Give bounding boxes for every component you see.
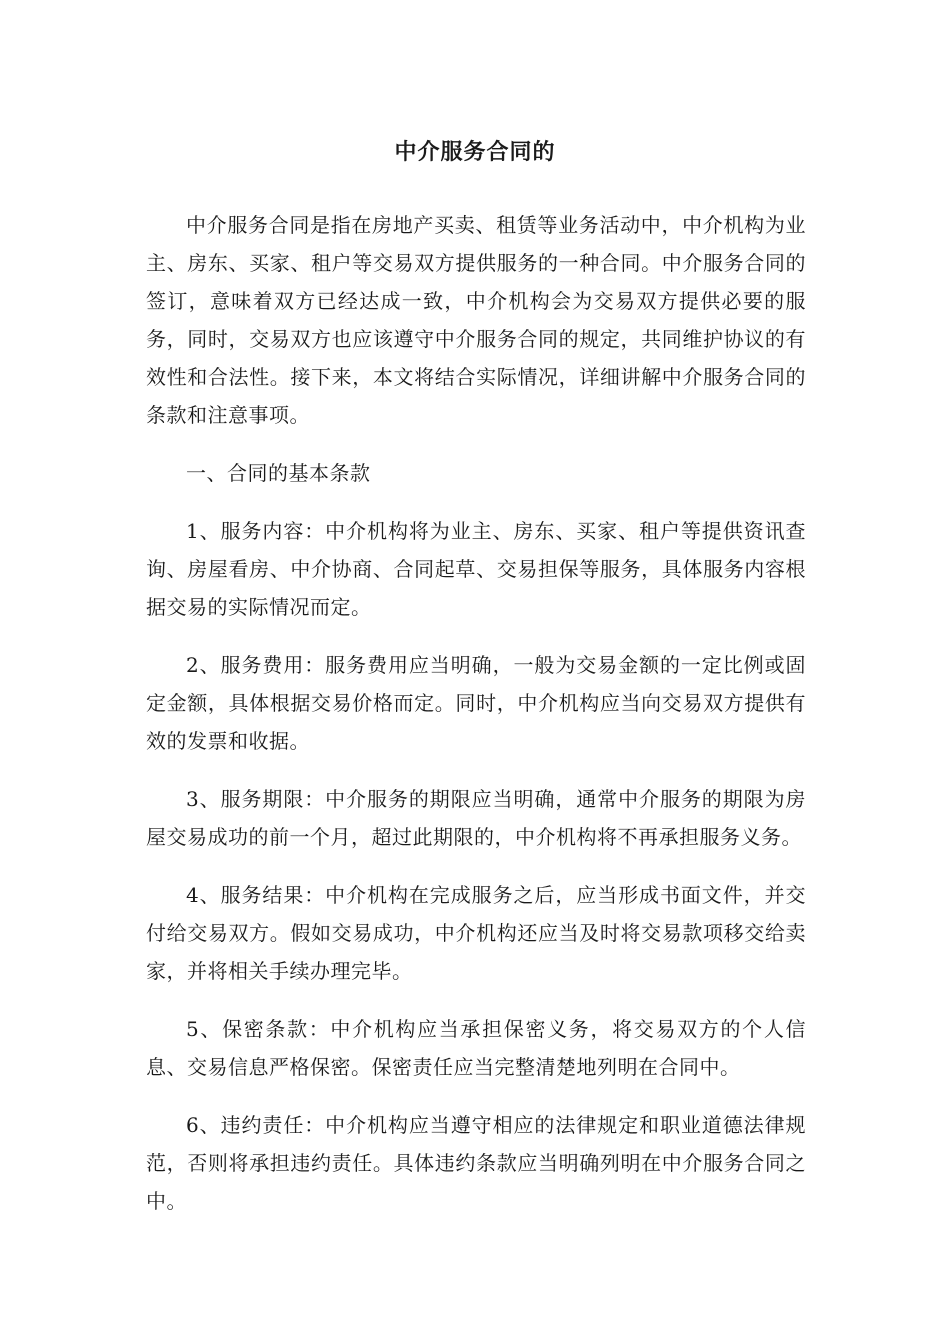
intro-paragraph: 中介服务合同是指在房地产买卖、租赁等业务活动中，中介机构为业主、房东、买家、租户等交易双方提供服务的一种合同。中介服务合同的签订，意味着双方已经达成一致，中介机构会为交易双方提供必要的服务，同时，交易双方也应该遵守中介服务合同的规定，共同维护协议的有效性和合法性。接下来，本文将结合实际情况，详细讲解中介服务合同的条款和注意事项。 <box>146 213 806 427</box>
document-body <box>146 206 806 1240</box>
clause-paragraph: 3、服务期限：中介服务的期限应当明确，通常中介服务的期限为房屋交易成功的前一个月，超过此期限的，中介机构将不再承担服务义务。 <box>146 787 806 849</box>
clause-paragraph: 4、服务结果：中介机构在完成服务之后，应当形成书面文件，并交付给交易双方。假如交易成功，中介机构还应当及时将交易款项移交给卖家，并将相关手续办理完毕。 <box>146 883 806 983</box>
document-title: 中介服务合同的 <box>394 140 556 165</box>
clause-paragraph: 6、违约责任：中介机构应当遵守相应的法律规定和职业道德法律规范，否则将承担违约责任。具体违约条款应当明确列明在中介服务合同之中。 <box>146 1113 806 1213</box>
clause-paragraph: 2、服务费用：服务费用应当明确，一般为交易金额的一定比例或固定金额，具体根据交易价格而定。同时，中介机构应当向交易双方提供有效的发票和收据。 <box>146 653 806 753</box>
clause-paragraph: 1、服务内容：中介机构将为业主、房东、买家、租户等提供资讯查询、房屋看房、中介协商、合同起草、交易担保等服务，具体服务内容根据交易的实际情况而定。 <box>146 519 806 619</box>
section-heading: 一、合同的基本条款 <box>186 461 371 485</box>
clause-paragraph: 5、保密条款：中介机构应当承担保密义务，将交易双方的个人信息、交易信息严格保密。保密责任应当完整清楚地列明在合同中。 <box>146 1017 806 1079</box>
